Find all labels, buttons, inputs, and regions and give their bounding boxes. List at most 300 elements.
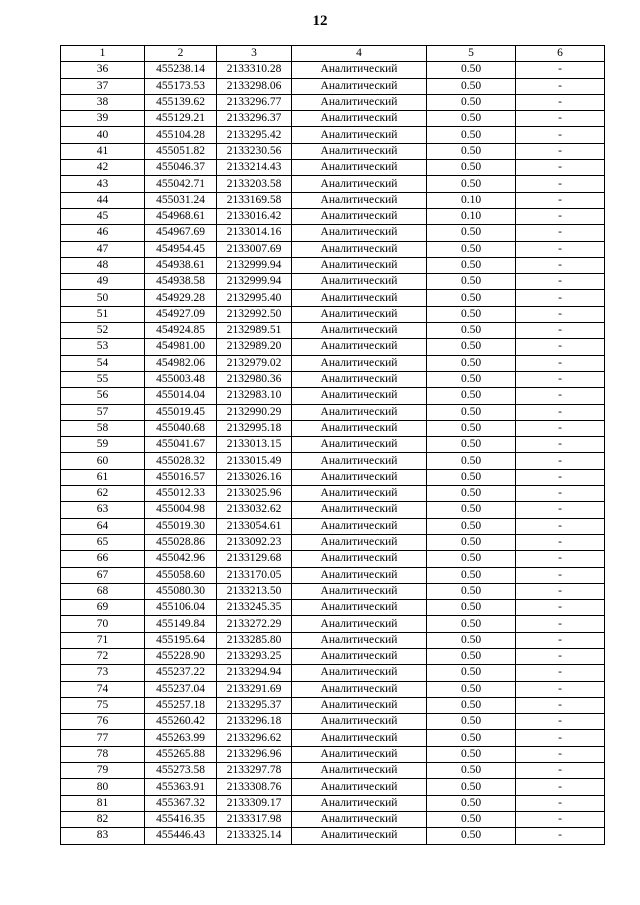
table-cell: 0.50 [427,648,516,664]
table-cell: 2133291.69 [217,681,292,697]
table-cell: 0.50 [427,241,516,257]
table-cell: 0.50 [427,551,516,567]
table-cell: 0.50 [427,763,516,779]
table-row [61,111,605,127]
table-cell: 44 [61,192,145,208]
table-cell: 2132989.51 [217,323,292,339]
table-cell: 455139.62 [145,94,217,110]
table-cell: 0.50 [427,828,516,844]
table-cell: 455004.98 [145,502,217,518]
table-cell: Аналитический [292,453,427,469]
table-cell: - [516,257,605,273]
table-cell: 455265.88 [145,746,217,762]
table-cell: 0.50 [427,567,516,583]
table-cell: - [516,795,605,811]
table-row [61,143,605,159]
table-cell: 0.50 [427,127,516,143]
table-cell: - [516,828,605,844]
table-cell: 455040.68 [145,420,217,436]
table-cell: 40 [61,127,145,143]
table-cell: 455019.30 [145,518,217,534]
table-cell: 80 [61,779,145,795]
table-cell: 454981.00 [145,339,217,355]
table-cell: 0.50 [427,811,516,827]
page-number: 12 [312,13,328,29]
table-cell: Аналитический [292,388,427,404]
table-cell: Аналитический [292,600,427,616]
table-cell: - [516,274,605,290]
table-row [61,534,605,550]
table-cell: 455195.64 [145,632,217,648]
table-row [61,94,605,110]
table-cell: 68 [61,583,145,599]
table-cell: Аналитический [292,632,427,648]
table-cell: Аналитический [292,208,427,224]
table-cell: 455104.28 [145,127,217,143]
table-cell: 0.50 [427,404,516,420]
table-cell: 2133129.68 [217,551,292,567]
table-cell: 0.50 [427,355,516,371]
table-cell: 2133272.29 [217,616,292,632]
table-cell: 455446.43 [145,828,217,844]
table-cell: 454938.58 [145,274,217,290]
table-row [61,453,605,469]
table-cell: - [516,779,605,795]
table-cell: 455238.14 [145,62,217,78]
table-cell: Аналитический [292,714,427,730]
table-cell: 455237.04 [145,681,217,697]
table-cell: - [516,746,605,762]
column-header: 6 [516,46,605,62]
table-row [61,290,605,306]
table-cell: 455367.32 [145,795,217,811]
table-cell: Аналитический [292,111,427,127]
table-cell: Аналитический [292,518,427,534]
table-cell: 2133285.80 [217,632,292,648]
table-cell: 455273.58 [145,763,217,779]
table-cell: 0.50 [427,453,516,469]
table-row [61,127,605,143]
table-cell: 0.50 [427,583,516,599]
table-cell: - [516,160,605,176]
table-cell: - [516,404,605,420]
table-cell: 0.50 [427,697,516,713]
table-cell: 52 [61,323,145,339]
table-cell: 455257.18 [145,697,217,713]
table-cell: 454938.61 [145,257,217,273]
table-cell: 2133297.78 [217,763,292,779]
table-cell: - [516,697,605,713]
table-cell: - [516,176,605,192]
table-cell: 73 [61,665,145,681]
table-row [61,192,605,208]
table-cell: 47 [61,241,145,257]
table-cell: Аналитический [292,355,427,371]
table-cell: - [516,94,605,110]
table-cell: - [516,665,605,681]
table-cell: 455031.24 [145,192,217,208]
table-cell: Аналитический [292,437,427,453]
table-cell: 2133032.62 [217,502,292,518]
table-cell: 2132999.94 [217,257,292,273]
table-cell: 78 [61,746,145,762]
table-row [61,257,605,273]
table-cell: Аналитический [292,192,427,208]
table-cell: 53 [61,339,145,355]
table-row [61,306,605,322]
table-cell: 0.50 [427,420,516,436]
table-cell: 454924.85 [145,323,217,339]
table-cell: 46 [61,225,145,241]
coordinates-table [60,45,605,845]
table-cell: 2132989.20 [217,339,292,355]
table-cell: 2133296.77 [217,94,292,110]
table-cell: 82 [61,811,145,827]
table-cell: 455363.91 [145,779,217,795]
table-cell: 0.50 [427,518,516,534]
table-cell: 2133170.05 [217,567,292,583]
table-cell: - [516,388,605,404]
table-cell: 2133296.37 [217,111,292,127]
table-cell: 0.50 [427,371,516,387]
column-header: 1 [61,46,145,62]
table-cell: 42 [61,160,145,176]
table-cell: 70 [61,616,145,632]
table-cell: 71 [61,632,145,648]
table-cell: 62 [61,486,145,502]
table-cell: 455042.71 [145,176,217,192]
table-cell: 74 [61,681,145,697]
table-cell: 2133298.06 [217,78,292,94]
table-cell: Аналитический [292,763,427,779]
table-body [61,62,605,844]
table-cell: - [516,763,605,779]
table-cell: 2133230.56 [217,143,292,159]
table-cell: 2133296.18 [217,714,292,730]
table-cell: Аналитический [292,306,427,322]
table-cell: 2133214.43 [217,160,292,176]
table-cell: 0.50 [427,323,516,339]
table-cell: Аналитический [292,795,427,811]
table-cell: 455173.53 [145,78,217,94]
table-cell: 455046.37 [145,160,217,176]
table-cell: 2133310.28 [217,62,292,78]
table-cell: 0.50 [427,469,516,485]
table-cell: Аналитический [292,697,427,713]
table-cell: 66 [61,551,145,567]
table-cell: 455260.42 [145,714,217,730]
table-cell: Аналитический [292,420,427,436]
table-cell: - [516,730,605,746]
table-cell: 0.50 [427,257,516,273]
table-row [61,697,605,713]
table-cell: 0.50 [427,62,516,78]
table-cell: 2133325.14 [217,828,292,844]
table-row [61,404,605,420]
table-cell: 0.50 [427,681,516,697]
table-row [61,730,605,746]
table-cell: - [516,192,605,208]
table-row [61,355,605,371]
table-cell: Аналитический [292,241,427,257]
table-cell: 72 [61,648,145,664]
table-cell: 75 [61,697,145,713]
table-row [61,469,605,485]
table-cell: 0.50 [427,502,516,518]
table-cell: 455019.45 [145,404,217,420]
table-cell: Аналитический [292,730,427,746]
table-cell: 0.50 [427,143,516,159]
table-cell: 0.50 [427,274,516,290]
table-cell: 2133293.25 [217,648,292,664]
table-cell: 2132992.50 [217,306,292,322]
table-cell: - [516,632,605,648]
table-cell: 76 [61,714,145,730]
table-row [61,486,605,502]
table-cell: - [516,583,605,599]
table-cell: 79 [61,763,145,779]
table-row [61,828,605,844]
table-cell: Аналитический [292,323,427,339]
table-cell: Аналитический [292,127,427,143]
table-cell: 2133014.16 [217,225,292,241]
table-cell: 0.50 [427,225,516,241]
table-cell: 455106.04 [145,600,217,616]
table-row [61,437,605,453]
table-row [61,62,605,78]
table-cell: 0.50 [427,176,516,192]
table-cell: 58 [61,420,145,436]
column-header: 2 [145,46,217,62]
table-row [61,225,605,241]
table-cell: 57 [61,404,145,420]
table-cell: Аналитический [292,469,427,485]
table-cell: 61 [61,469,145,485]
table-cell: 455080.30 [145,583,217,599]
table-cell: 0.50 [427,795,516,811]
table-cell: 2133025.96 [217,486,292,502]
table-cell: - [516,339,605,355]
table-cell: 54 [61,355,145,371]
table-cell: Аналитический [292,648,427,664]
table-cell: Аналитический [292,176,427,192]
table-cell: - [516,648,605,664]
table-cell: Аналитический [292,62,427,78]
table-cell: 2132979.02 [217,355,292,371]
table-cell: 2132995.18 [217,420,292,436]
table-cell: Аналитический [292,486,427,502]
table-row [61,78,605,94]
table-cell: 50 [61,290,145,306]
table-row [61,176,605,192]
table-cell: 2133213.50 [217,583,292,599]
table-cell: Аналитический [292,534,427,550]
table-cell: 2132990.29 [217,404,292,420]
table-cell: 48 [61,257,145,273]
table-cell: 59 [61,437,145,453]
table-row [61,420,605,436]
table-row [61,502,605,518]
table-cell: - [516,600,605,616]
table-cell: 0.50 [427,632,516,648]
table-cell: - [516,306,605,322]
table-cell: 455237.22 [145,665,217,681]
table-cell: Аналитический [292,583,427,599]
table-cell: 56 [61,388,145,404]
table-cell: 0.10 [427,192,516,208]
table-cell: 63 [61,502,145,518]
table-cell: - [516,453,605,469]
table-cell: 454982.06 [145,355,217,371]
table-cell: 0.50 [427,111,516,127]
table-cell: 77 [61,730,145,746]
table-row [61,632,605,648]
table-cell: 455012.33 [145,486,217,502]
table-cell: 55 [61,371,145,387]
table-cell: 0.50 [427,730,516,746]
table-cell: - [516,502,605,518]
table-row [61,160,605,176]
table-cell: 2133296.62 [217,730,292,746]
table-cell: 67 [61,567,145,583]
table-row [61,583,605,599]
table-cell: 2133015.49 [217,453,292,469]
table-cell: 455051.82 [145,143,217,159]
table-row [61,323,605,339]
table-row [61,648,605,664]
table-cell: - [516,811,605,827]
table-cell: 0.50 [427,388,516,404]
table-cell: 455028.32 [145,453,217,469]
table-cell: 455041.67 [145,437,217,453]
table-row [61,600,605,616]
table-cell: 2132980.36 [217,371,292,387]
table-cell: 37 [61,78,145,94]
table-cell: 2133317.98 [217,811,292,827]
table-cell: 2133296.96 [217,746,292,762]
table-row [61,339,605,355]
table-cell: Аналитический [292,681,427,697]
table-cell: Аналитический [292,551,427,567]
table-cell: 45 [61,208,145,224]
table-cell: 2132995.40 [217,290,292,306]
table-header-row [61,46,605,62]
table-row [61,795,605,811]
table-cell: - [516,616,605,632]
table-row [61,681,605,697]
table-cell: 2133245.35 [217,600,292,616]
table-cell: 455149.84 [145,616,217,632]
table-cell: - [516,208,605,224]
table-cell: 0.50 [427,746,516,762]
table-cell: Аналитический [292,94,427,110]
table-cell: - [516,371,605,387]
table-cell: 0.50 [427,437,516,453]
table-cell: Аналитический [292,404,427,420]
table-cell: - [516,486,605,502]
table-cell: Аналитический [292,567,427,583]
table-cell: 455042.96 [145,551,217,567]
column-header: 3 [217,46,292,62]
table-cell: 2133016.42 [217,208,292,224]
table-cell: Аналитический [292,502,427,518]
table-cell: 2133013.15 [217,437,292,453]
table-row [61,241,605,257]
table-cell: 2132999.94 [217,274,292,290]
table-cell: 60 [61,453,145,469]
table-cell: 2133169.58 [217,192,292,208]
table-cell: 2133295.37 [217,697,292,713]
table-cell: Аналитический [292,665,427,681]
table-cell: 0.50 [427,94,516,110]
table-cell: Аналитический [292,290,427,306]
table-cell: 454968.61 [145,208,217,224]
table-cell: 2133007.69 [217,241,292,257]
table-cell: Аналитический [292,257,427,273]
table-row [61,746,605,762]
table-row [61,811,605,827]
table-cell: 454954.45 [145,241,217,257]
table-cell: 0.50 [427,306,516,322]
table-cell: 455228.90 [145,648,217,664]
table-cell: Аналитический [292,828,427,844]
table-cell: Аналитический [292,811,427,827]
table-cell: 0.50 [427,616,516,632]
table-cell: 64 [61,518,145,534]
table-cell: - [516,62,605,78]
table-cell: 2133026.16 [217,469,292,485]
table-cell: - [516,681,605,697]
table-cell: - [516,143,605,159]
column-header: 5 [427,46,516,62]
table-cell: Аналитический [292,616,427,632]
table-cell: - [516,78,605,94]
table-cell: 0.50 [427,600,516,616]
table-cell: 0.50 [427,714,516,730]
table-cell: Аналитический [292,160,427,176]
table-cell: 36 [61,62,145,78]
table-cell: 0.50 [427,665,516,681]
table-cell: 69 [61,600,145,616]
table-cell: 455014.04 [145,388,217,404]
table-row [61,714,605,730]
table-cell: 454967.69 [145,225,217,241]
table-cell: 65 [61,534,145,550]
table-cell: - [516,127,605,143]
table-row [61,567,605,583]
table-cell: 455003.48 [145,371,217,387]
table-cell: 51 [61,306,145,322]
table-cell: 2133054.61 [217,518,292,534]
table-cell: 2133295.42 [217,127,292,143]
table-cell: 454927.09 [145,306,217,322]
table-cell: Аналитический [292,274,427,290]
table-cell: - [516,225,605,241]
table-cell: - [516,355,605,371]
table-row [61,779,605,795]
table-cell: 39 [61,111,145,127]
table-cell: 455028.86 [145,534,217,550]
table-cell: - [516,518,605,534]
table-row [61,388,605,404]
table-cell: 0.50 [427,339,516,355]
table-cell: - [516,551,605,567]
table-row [61,518,605,534]
table-cell: 0.50 [427,534,516,550]
table-cell: Аналитический [292,143,427,159]
table-cell: Аналитический [292,371,427,387]
table-cell: - [516,111,605,127]
